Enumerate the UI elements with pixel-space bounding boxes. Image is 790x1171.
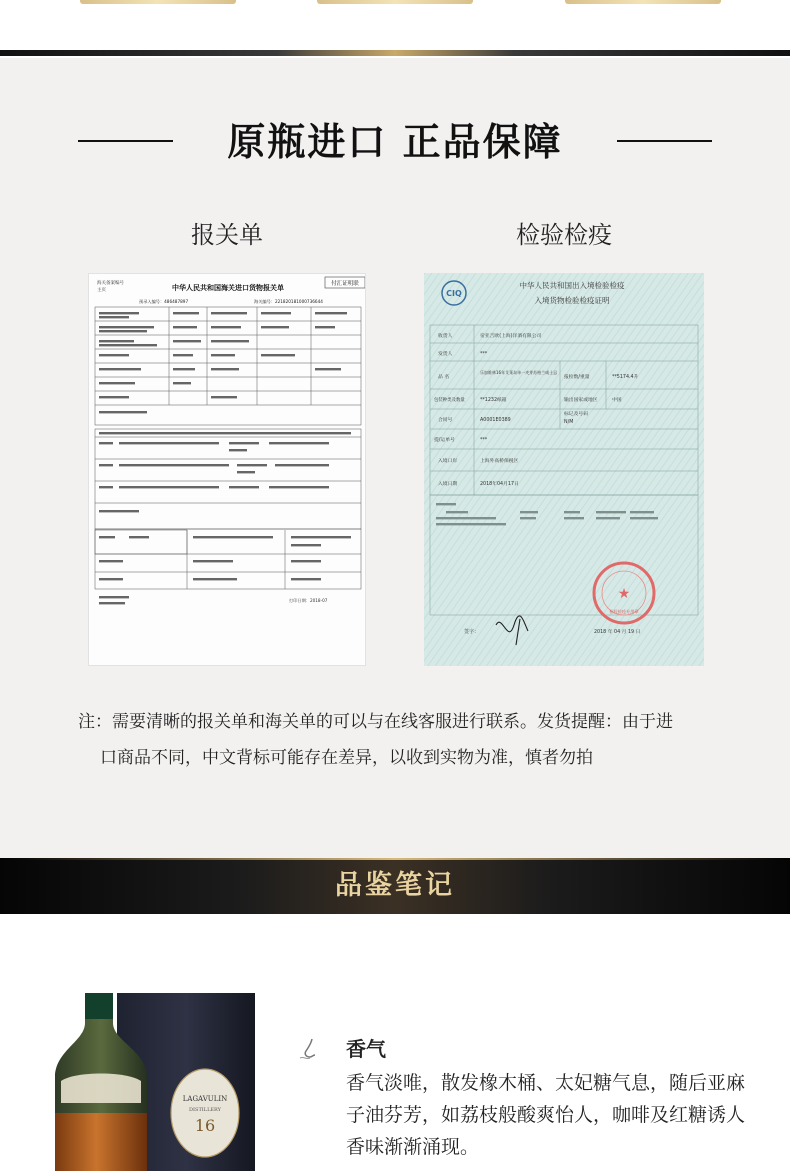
whisky-bottle-drawing bbox=[55, 993, 255, 1171]
q-side-value-0: **5174.4升 bbox=[612, 375, 639, 380]
quarantine-title-1: 中华人民共和国出入境检验检疫 bbox=[519, 281, 625, 290]
customs-stamp: 付汇证明联 bbox=[331, 281, 359, 287]
q-row-3-val: **1232纸箱 bbox=[480, 398, 507, 403]
customs-form-drawing bbox=[89, 274, 366, 666]
q-row-7-key: 入境日期 bbox=[438, 482, 458, 487]
quarantine-form-drawing bbox=[424, 273, 704, 666]
q-row-0-val: 帝亚吉欧(上海)洋酒有限公司 bbox=[480, 334, 542, 339]
aroma-description: 香气淡唯，散发橡木桶、太妃糖气息，随后亚麻子油芬芳，如荔枝般酸爽怡人，咖啡及红糖诱人香味渐渐涌现。 bbox=[346, 1072, 746, 1158]
notice-text bbox=[78, 704, 718, 776]
q-row-5-val: *** bbox=[480, 438, 488, 443]
nose-icon bbox=[298, 1036, 324, 1062]
quarantine-date: 2018 年 04 月 19 日 bbox=[594, 630, 641, 635]
product-brand: LAGAVULIN bbox=[182, 1095, 228, 1103]
notice-line-2: 口商品不同，中文背标可能存在差异，以收到实物为准，慎者勿拍 bbox=[100, 748, 593, 768]
q-side-label-2: 标记及号码 bbox=[564, 412, 588, 417]
customs-header-left-2: 主页 bbox=[97, 288, 106, 293]
q-row-4-val: A0001E0389 bbox=[480, 418, 511, 423]
q-row-7-val: 2018年04月17日 bbox=[480, 482, 519, 487]
quarantine-doc-label: 检验检疫 bbox=[516, 221, 612, 249]
top-divider bbox=[0, 50, 790, 56]
section-title-row bbox=[0, 112, 790, 172]
quarantine-seal-text: 检验检疫专用章 bbox=[609, 609, 639, 614]
product-image bbox=[55, 993, 255, 1171]
title-rule-right bbox=[617, 140, 712, 142]
top-band bbox=[0, 0, 790, 60]
q-row-6-key: 入境口岸 bbox=[438, 459, 458, 464]
quarantine-title-2: 入境货物检验检疫证明 bbox=[534, 296, 610, 305]
notice-line-1: 注：需要清晰的报关单和海关单的可以与在线客服进行联系。发货提醒：由于进 bbox=[78, 712, 673, 732]
quarantine-sign-label: 签字： bbox=[464, 629, 480, 635]
q-row-1-val: *** bbox=[480, 352, 488, 357]
ciq-logo-text: CIQ bbox=[446, 289, 462, 298]
top-tab-left bbox=[80, 0, 236, 4]
product-subtitle: DISTILLERY bbox=[189, 1107, 221, 1113]
q-row-3-key: 包装种类及数量 bbox=[434, 398, 465, 403]
top-tab-right bbox=[565, 0, 721, 4]
tasting-banner bbox=[0, 858, 790, 914]
q-row-4-key: 合同号 bbox=[438, 418, 453, 423]
q-side-value-1: 中国 bbox=[612, 398, 622, 403]
customs-prenumber: 海关编号：221820181000736644 bbox=[254, 299, 323, 304]
quarantine-certificate-image bbox=[424, 273, 704, 666]
section-title: 原瓶进口 正品保障 bbox=[227, 120, 563, 164]
customs-header-title: 中华人民共和国海关进口货物报关单 bbox=[172, 284, 284, 292]
customs-declaration-image bbox=[88, 273, 366, 666]
customs-doc-label: 报关单 bbox=[191, 221, 263, 249]
q-row-6-val: 上海外高桥保税区 bbox=[480, 459, 519, 464]
q-side-label-0: 报检数/重量 bbox=[564, 375, 590, 380]
customs-header-left-1: 海关备案编号 bbox=[97, 281, 124, 286]
banner-title: 品鉴笔记 bbox=[335, 870, 455, 901]
aroma-title: 香气 bbox=[346, 1037, 386, 1061]
svg-text:★: ★ bbox=[617, 586, 631, 602]
q-row-2-key: 品 名 bbox=[438, 375, 450, 380]
q-row-0-key: 收货人 bbox=[438, 334, 453, 339]
top-tab-middle bbox=[317, 0, 473, 4]
q-row-2-val: 乐加维林16年艾莱岛单一麦芽苏格兰威士忌 bbox=[480, 370, 558, 375]
q-side-value-2: N/M bbox=[564, 420, 574, 425]
customs-footer: 打印日期：2018-07 bbox=[289, 598, 328, 603]
q-row-5-key: 提/运单号 bbox=[434, 438, 455, 443]
q-side-label-1: 输出国家或地区 bbox=[564, 398, 598, 403]
q-row-1-key: 发货人 bbox=[438, 352, 453, 357]
product-age: 16 bbox=[194, 1116, 216, 1135]
customs-entry-no: 预录入编号：486487897 bbox=[139, 299, 189, 304]
